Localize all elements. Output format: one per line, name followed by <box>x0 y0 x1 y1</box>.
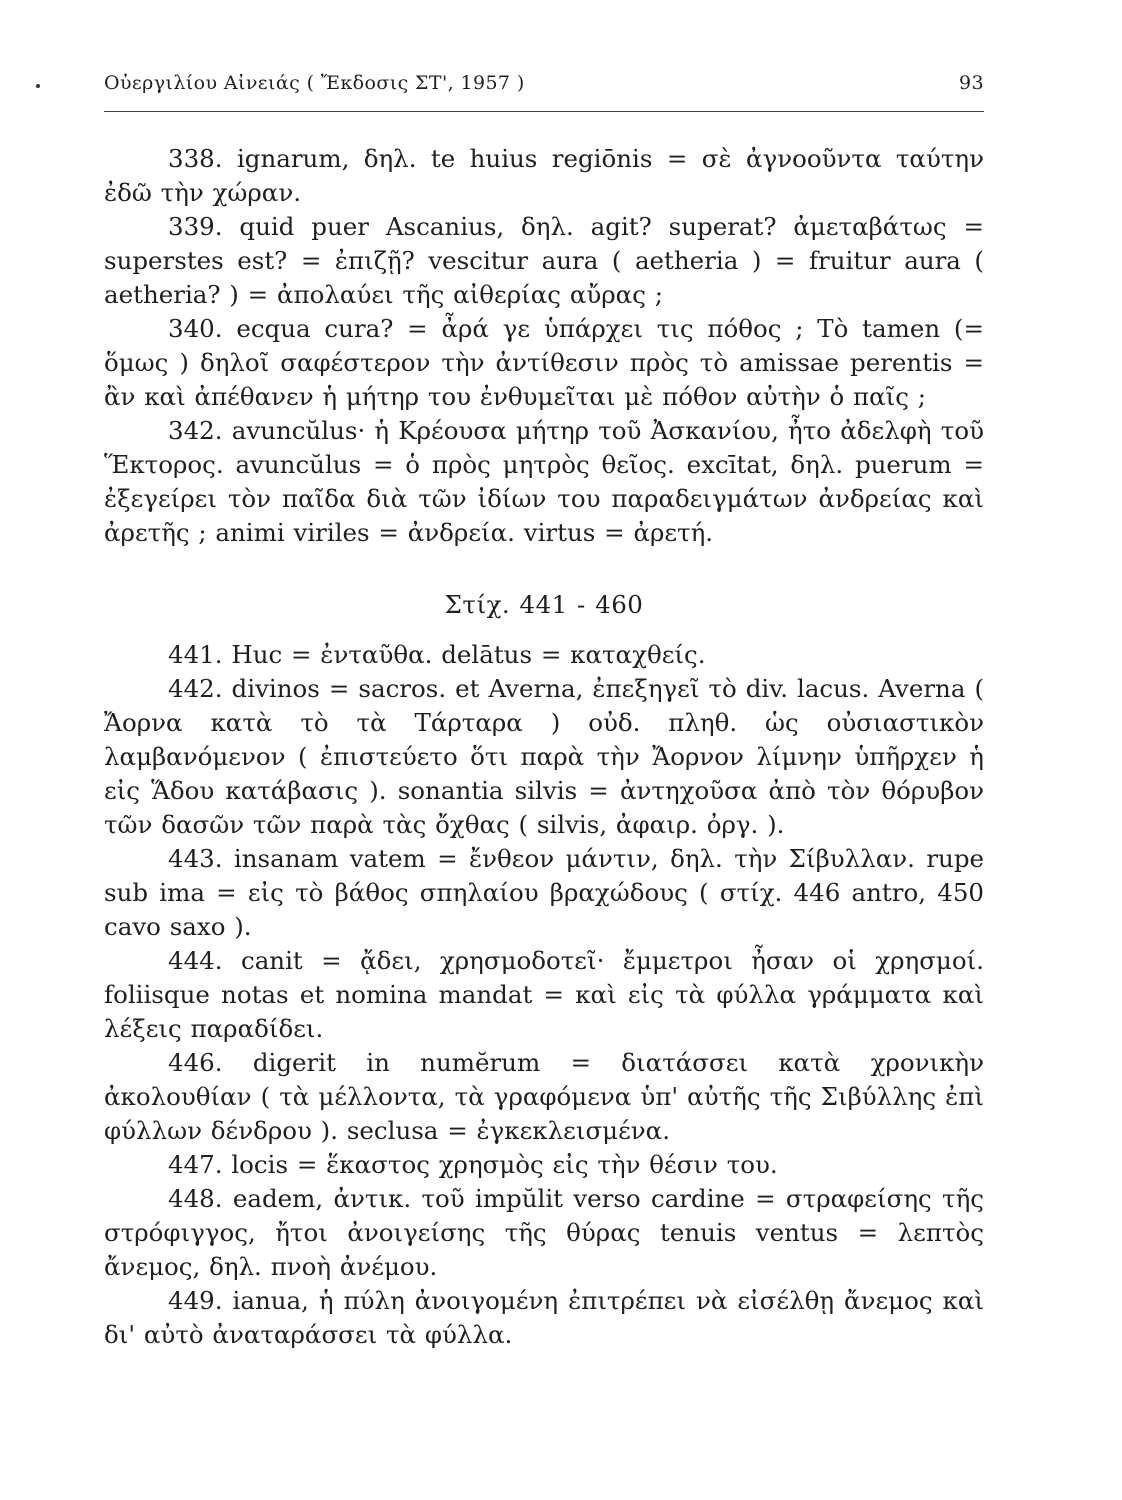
running-title: Οὐεργιλίου Αἰνειάς ( Ἔκδοσις ΣΤ', 1957 ) <box>104 72 525 94</box>
commentary-paragraph-444: 444. canit = ᾄδει, χρησμοδοτεῖ· ἔμμετροι ἦσαν οἱ χρησμοί. foliisque notas et nomina mandat = καὶ εἰς τὰ φύλλα γράμματα καὶ λέξεις παραδίδει. <box>104 946 984 1043</box>
commentary-paragraph-338: 338. ignarum, δηλ. te huius regiōnis = σὲ ἀγνοοῦντα ταύτην ἐδῶ τὴν χώραν. <box>104 144 984 207</box>
page-body <box>104 142 984 1352</box>
commentary-paragraph-339: 339. quid puer Ascanius, δηλ. agit? superat? ἀμεταβάτως = superstes est? = ἐπιζῇ? vescitur aura ( aetheria ) = fruitur aura ( aetheria? ) = ἀπολαύει τῆς αἰθερίας αὔρας ; <box>104 212 984 309</box>
section-heading: Στίχ. 441 - 460 <box>444 590 644 619</box>
commentary-paragraph-443: 443. insanam vatem = ἔνθεον μάντιν, δηλ. τὴν Σίβυλλαν. rupe sub ima = εἰς τὸ βάθος σπηλαίου βραχώδους ( στίχ. 446 antro, 450 cavo saxo ). <box>104 844 984 941</box>
commentary-paragraph-447: 447. locis = ἕκαστος χρησμὸς εἰς τὴν θέσιν του. <box>168 1150 778 1179</box>
commentary-paragraph-446: 446. digerit in numĕrum = διατάσσει κατὰ χρονικὴν ἀκολουθίαν ( τὰ μέλλοντα, τὰ γραφόμενα ὑπ' αὐτῆς τῆς Σιβύλλης ἐπὶ φύλλων δένδρου ). seclusa = ἐγκεκλεισμένα. <box>104 1048 984 1145</box>
commentary-paragraph-448: 448. eadem, ἀντικ. τοῦ impŭlit verso cardine = στραφείσης τῆς στρόφιγγος, ἤτοι ἀνοιγείσης τῆς θύρας tenuis ventus = λεπτὸς ἄνεμος, δηλ. πνοὴ ἀνέμου. <box>104 1184 984 1281</box>
commentary-paragraph-442: 442. divinos = sacros. et Averna, ἐπεξηγεῖ τὸ div. lacus. Averna ( Ἄορνα κατὰ τὸ τὰ Τάρταρα ) οὐδ. πληθ. ὡς οὐσιαστικὸν λαμβανόμενον ( ἐπιστεύετο ὅτι παρὰ τὴν Ἄορνον λίμνην ὑπῆρχεν ἡ εἰς Ἅδου κατάβασις ). sonantia silvis = ἀντηχοῦσα ἀπὸ τὸν θόρυβον τῶν δασῶν τῶν παρὰ τὰς ὄχθας ( silvis, ἀφαιρ. ὀργ. ). <box>104 674 984 839</box>
page-number: 93 <box>959 72 984 94</box>
commentary-paragraph-342: 342. avuncŭlus· ἡ Κρέουσα μήτηρ τοῦ Ἀσκανίου, ἦτο ἀδελφὴ τοῦ Ἕκτορος. avuncŭlus = ὁ πρὸς μητρὸς θεῖος. excītat, δηλ. puerum = ἐξεγείρει τὸν παῖδα διὰ τῶν ἰδίων του παραδειγμάτων ἀνδρείας καὶ ἀρετῆς ; animi viriles = ἀνδρεία. virtus = ἀρετή. <box>104 416 984 547</box>
commentary-paragraph-449: 449. ianua, ἡ πύλη ἀνοιγομένη ἐπιτρέπει νὰ εἰσέλθῃ ἄνεμος καὶ δι' αὐτὸ ἀναταράσσει τὰ φύλλα. <box>104 1286 984 1349</box>
section-gap <box>104 550 984 578</box>
header-rule <box>104 111 984 112</box>
margin-dot <box>36 84 40 88</box>
running-header <box>104 72 984 94</box>
commentary-paragraph-441: 441. Huc = ἐνταῦθα. delātus = καταχθείς. <box>168 640 706 669</box>
commentary-paragraph-340: 340. ecqua cura? = ἆρά γε ὑπάρχει τις πόθος ; Τὸ tamen (= ὅμως ) δηλοῖ σαφέστερον τὴν ἀντίθεσιν πρὸς τὸ amissae perentis = ἂν καὶ ἀπέθανεν ἡ μήτηρ του ἐνθυμεῖται μὲ πόθον αὐτὴν ὁ παῖς ; <box>104 314 984 411</box>
